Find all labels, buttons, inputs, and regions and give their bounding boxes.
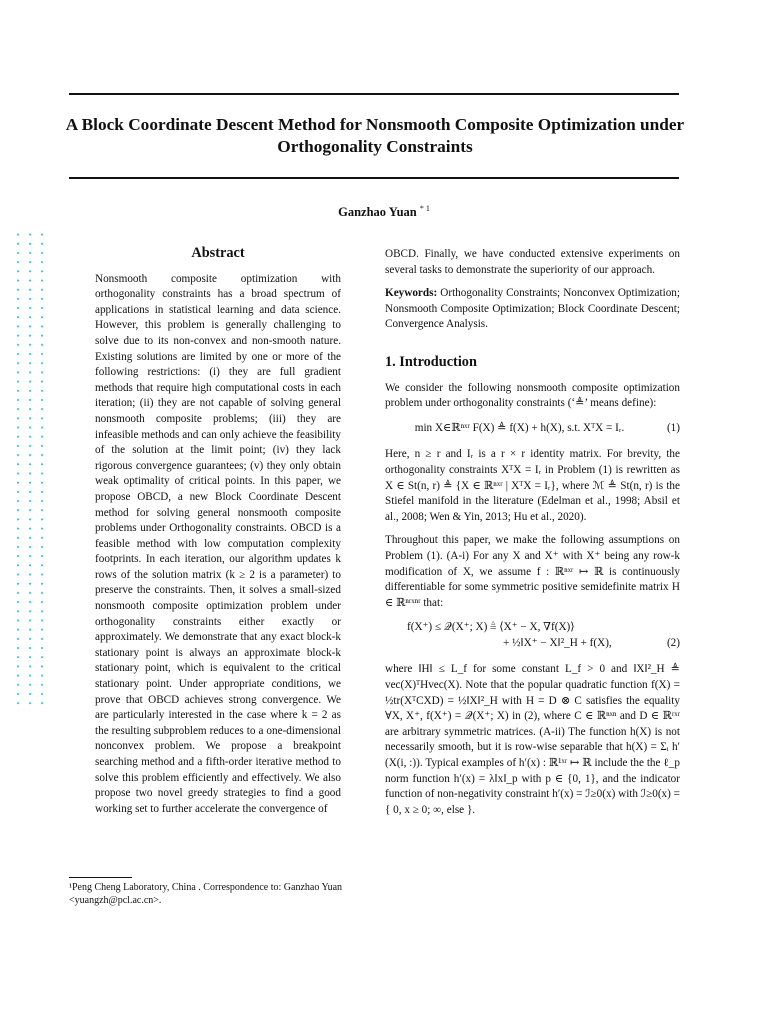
equation-2-line-1: f(X⁺) ≤ 𝒬(X⁺; X) ≜ ⟨X⁺ − X, ∇f(X)⟩	[407, 621, 575, 634]
author-line	[0, 204, 768, 220]
title-bottom-rule	[69, 177, 679, 179]
top-rule	[69, 93, 679, 95]
intro-paragraph-4: where ‖H‖ ≤ L_f for some constant L_f > 0 and ‖X‖²_H ≜ vec(X)ᵀHvec(X). Note that the popular quadratic function f(X) = ½tr(XᵀCXD) = ½‖X‖²_H with H = D ⊗ C satisfies the equality ∀X, X⁺, f(X⁺) = 𝒬(X⁺; X) in (2), where C ∈ ℝⁿˣⁿ and D ∈ ℝʳˣʳ are arbitrary symmetric matrices. (A-ii) The function h(X) is not necessarily smooth, but it is row-wise separable that h(X) = Σᵢ h′(X(i, :)). Typical examples of h′(x) : ℝ¹ˣʳ ↦ ℝ include the the ℓ_p norm function h′(x) = λ‖x‖_p with p ∈ {0, 1}, and the indicator function of non-negativity constraint h′(x) = ℐ≥0(x) with ℐ≥0(x) = { 0, x ≥ 0; ∞, else }.	[385, 663, 680, 816]
equation-1	[385, 421, 680, 437]
keywords-label: Keywords:	[385, 287, 438, 300]
footnote-text: ¹Peng Cheng Laboratory, China . Correspondence to: Ganzhao Yuan <yuangzh@pcl.ac.cn>.	[69, 882, 343, 906]
right-column	[385, 247, 680, 818]
equation-2-line-2: + ½‖X⁺ − X‖²_H + f(X),	[503, 636, 612, 649]
footnote	[69, 877, 367, 907]
left-column	[95, 246, 341, 817]
equation-1-body: min X∈ℝⁿˣʳ F(X) ≜ f(X) + h(X), s.t. XᵀX = Iᵣ.	[414, 421, 625, 434]
abstract-text-left: Nonsmooth composite optimization with orthogonality constraints has a broad spectrum of applications in statistical learning and data science. However, this problem is generally challenging to solve due to its non-convex and non-smooth nature. Existing solutions are limited by one or more of the following restrictions: (i) they are full gradient methods that require high computational costs in each iteration; (ii) they are not capable of solving general nonsmooth composite problems; (iii) they are infeasible methods and can only achieve the feasibility of the solution at the limit point; (iv) they lack rigorous convergence guarantees; (v) they only obtain weak optimality of critical points. In this paper, we propose OBCD, a new Block Coordinate Descent method for solving general nonsmooth composite problems under Orthogonality constraints. OBCD is a feasible method with low computation complexity footprints. In each iteration, our algorithm updates k rows of the solution matrix (k ≥ 2 is a parameter) to preserve the constraints. Then, it solves a small-sized nonsmooth composite optimization problem under orthogonality constraints either exactly or approximately. We demonstrate that any exact block-k stationary point is always an approximate block-k stationary point, which is equivalent to the critical stationary point. Under appropriate conditions, we prove that OBCD achieves strong convergence. We are particularly interested in the case where k = 2 as the resulting subproblem reduces to a one-dimensional nonconvex problem. We propose a breakpoint searching method and a fifth-order iterative method to solve this problem efficiently and effectively. We also propose two novel greedy strategies to find a good working set to further accelerate the convergence of	[95, 272, 341, 815]
equation-1-number: (1)	[666, 421, 680, 434]
equation-2-number: (2)	[666, 636, 680, 649]
abstract-heading: Abstract	[191, 245, 245, 261]
intro-paragraph-1: We consider the following nonsmooth composite optimization problem under orthogonality constraints (‘≜’ means define):	[385, 381, 680, 410]
footnote-rule	[69, 877, 132, 878]
margin-dots	[12, 230, 50, 708]
author-name: Ganzhao Yuan	[338, 205, 417, 220]
keywords-text: Orthogonality Constraints; Nonconvex Optimization; Nonsmooth Composite Optimization; Block Coordinate Descent; Convergence Analysis.	[385, 287, 680, 331]
keywords	[385, 286, 680, 333]
intro-paragraph-2: Here, n ≥ r and Iᵣ is a r × r identity matrix. For brevity, the orthogonality constraints XᵀX = Iᵣ in Problem (1) is rewritten as X ∈ St(n, r) ≜ {X ∈ ℝⁿˣʳ | XᵀX = Iᵣ}, where ℳ ≜ St(n, r) is the Stiefel manifold in the literature (Edelman et al., 1998; Absil et al., 2008; Wen & Yin, 2013; Hu et al., 2020).	[385, 448, 680, 523]
abstract-text-right: OBCD. Finally, we have conducted extensive experiments on several tasks to demonstrate the superiority of our approach.	[385, 248, 680, 276]
intro-paragraph-3: Throughout this paper, we make the following assumptions on Problem (1). (A-i) For any X and X⁺ with X⁺ being any row-k modification of X, we assume f : ℝⁿˣʳ ↦ ℝ is continuously differentiable for some symmetric positive semidefinite matrix H ∈ ℝⁿʳˣⁿʳ that:	[385, 534, 680, 609]
section-heading-introduction: 1. Introduction	[385, 353, 477, 370]
paper-title: A Block Coordinate Descent Method for Nonsmooth Composite Optimization under Orthogonality Constraints	[65, 115, 685, 156]
author-marks: * 1	[419, 204, 430, 213]
equation-2	[385, 620, 680, 651]
